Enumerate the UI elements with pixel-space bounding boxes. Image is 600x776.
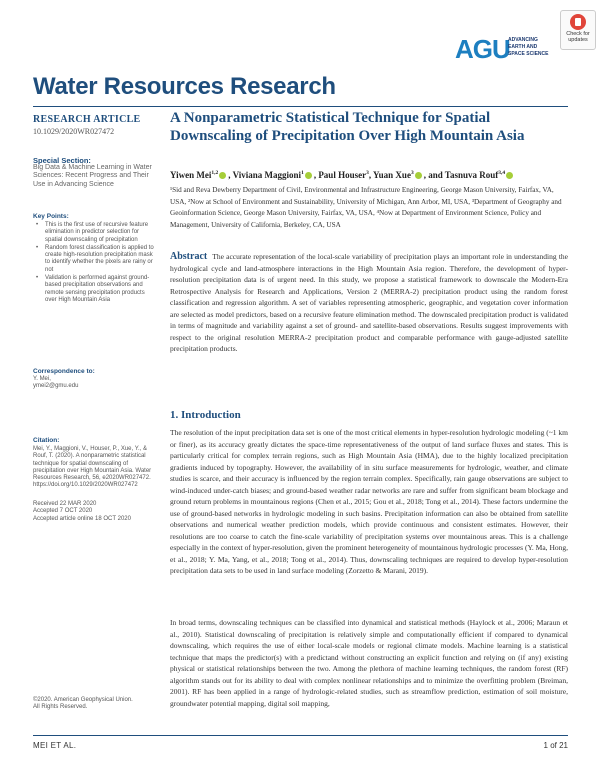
orcid-icon[interactable] (415, 172, 422, 179)
author-name: Yuan Xue (373, 170, 411, 180)
author-name: Yiwen Mei (170, 170, 212, 180)
agu-tagline (508, 37, 568, 58)
copyright (33, 697, 157, 712)
orcid-icon[interactable] (219, 172, 226, 179)
author-affil-ref: 1,2 (211, 170, 219, 176)
correspondence-name: Y. Mei, (33, 376, 51, 382)
copyright-line: All Rights Reserved. (33, 704, 88, 711)
author (233, 170, 319, 180)
author-name: Viviana Maggioni (232, 170, 302, 180)
footer-divider (33, 735, 568, 736)
citation-text: Mei, Y., Maggioni, V., Houser, P., Xue, Y., & Rouf, T. (2020). A nonparametric statistical technique for spatial downscaling of precipitation over High Mountain Asia. Water Resources Research, 56, e2020WR027472. https://doi.org/10.1029/2020WR027472 (33, 446, 152, 489)
author-name: Paul Houser (318, 170, 367, 180)
key-point: • Validation is performed against ground-based precipitation observations and remote sensing precipitation products over High Mountain Asia (33, 275, 155, 304)
footer-author: MEI ET AL. (33, 741, 77, 750)
author-name: Tasnuva Rouf (444, 170, 499, 180)
special-section-heading: Special Section: (33, 156, 91, 165)
author-separator: , (368, 170, 373, 180)
section-heading: 1. Introduction (170, 409, 241, 421)
author-affil-ref: 3 (366, 170, 369, 176)
bookmark-icon (570, 14, 586, 30)
key-points-heading: Key Points: (33, 213, 69, 220)
article-dates (33, 501, 157, 523)
page-number: 1 of 21 (543, 741, 568, 750)
special-section-text: Big Data & Machine Learning in Water Sciences: Recent Progress and Their Use in Advancing Science (33, 164, 152, 188)
key-point: • Random forest classification is applied to create high-resolution precipitation mask to identify whether the pixels are rainy or not (33, 245, 155, 274)
body-paragraph: In broad terms, downscaling techniques can be classified into dynamical and statistical methods (Haylock et al., 2006; Maraun et al., 2010). Statistical downscaling of precipitation is relatively simple and computationally efficient if compared to dynamical downscaling, which requires the use of either local-scale models or regional climate models. Machine learning is a statistical technique that maps the predictor(s) with a predictand without constructing an explicit function and relying on (if any) existing physical or statistical relationships between the two. Among the plethora of machine learning techniques, the random forest (RF) algorithm stands out for its ability to deal with complex nonlinear relationships and to minimize the overfitting problem (Breiman, 2001). RF has been applied in a range of hydrologic-related studies, such as streamflow prediction, estimation of soil moisture, groundwater potential mapping, digital soil mapping, (170, 618, 568, 708)
check-label-2: updates (568, 37, 588, 43)
tagline-line: EARTH AND (508, 44, 538, 50)
abstract-label: Abstract (170, 251, 208, 262)
author (373, 170, 445, 180)
received-date: Received 22 MAR 2020 (33, 501, 97, 507)
abstract-text: The accurate representation of the local-scale variability of precipitation plays an important role in understanding the hydrological cycle and land-atmosphere interactions in the High Mountain Asia region. Therefore, the development of hyper-resolution precipitation data is of urgent need. In this study, we propose a statistical framework to downscale the Modern-Era Retrospective Analysis for Research and Applications, Version 2 (MERRA-2) precipitation product using the random forest classification and regression algorithm. A set of variables representing atmospheric, geographic, and vegetation cover information are selected as model predictors, based on a recursive feature elimination method. The downscaled precipitation product is validated in terms of magnitude and variability against a set of ground- and satellite-based observations. Results suggest improvements with respect to the original resolution MERRA-2 precipitation product and comparable performance with gauge-adjusted satellite precipitation products. (170, 252, 568, 353)
agu-logo-text: AGU (455, 34, 510, 64)
abstract (170, 251, 568, 355)
correspondence-heading: Correspondence to: (33, 368, 95, 375)
correspondence-email[interactable]: ymei2@gmu.edu (33, 383, 79, 389)
author-list (170, 170, 570, 180)
journal-name: Water Resources Research (33, 73, 336, 100)
author (445, 170, 515, 180)
header-divider (33, 106, 568, 107)
citation-heading: Citation: (33, 437, 60, 444)
accepted-date: Accepted 7 OCT 2020 (33, 508, 93, 515)
author-separator: , (313, 170, 319, 180)
agu-logo (455, 34, 565, 64)
body-paragraph: The resolution of the input precipitation data set is one of the most critical elements in hyper-resolution hydrologic modeling (~1 km or finer), as its accuracy greatly dictates the space-time representativeness of the output of land surface fluxes and states. This is particularly critical for complex terrain regions, such as High Mountain Asia (HMA), due to the highly localized precipitation gradients induced by topography. However, the availability of in situ surface measurements for hydrologic, weather, and climate studies is scarce, and their accuracy is influenced by the region terrain complex. Specifically, rain gauge observations are subject to wind-induced under-catch biases; and ground-based weather radar networks are rare and suffer from significant beam blockage and ground return problems in mountainous regions (Chen et al., 2015; Gou et al., 2018; Tong et al., 2014). These factors undermine the use of ground-based networks in hydrologic modeling in such basins. Precipitation information can also be obtained from satellite observations and numerical weather prediction models, which provide continuous and consistent estimates. However, their resolutions are too coarse to catch the fine-scale variability of precipitation systems over mountainous areas. This is a challenge especially in the context of hyper-resolution, given the prominent heterogeneity of mountainous hydrologic processes (Y. Ma, Hong, et al., 2018; Y. Ma, Yang, et al., 2018; Tong et al., 2014). Thus, downscaling techniques are required to develop hyper-resolution precipitation data sets to be used in land surface modeling (Zorzetto & Marani, 2019). (170, 428, 568, 575)
author-affil-ref: 3,4 (498, 170, 506, 176)
author-separator: , (228, 170, 233, 180)
tagline-line: SPACE SCIENCE (508, 51, 549, 57)
affiliations: ¹Sid and Reva Dewberry Department of Civil, Environmental and Infrastructure Engineering, George Mason University, Fairfax, VA, USA, ²Now at School of Environment and Sustainability, University of Michigan, Ann Arbor, MI, USA, ³Department of Geography and Geoinformation Science, George Mason University, Fairfax, VA, USA, ⁴Now at Department of Environment Science, Policy and Management, University of California, Berkeley, CA, USA (170, 186, 562, 230)
tagline-line: ADVANCING (508, 37, 538, 43)
author (318, 170, 373, 180)
key-points-list (33, 222, 155, 305)
author-separator: , and (423, 170, 445, 180)
accepted-online-date: Accepted article online 18 OCT 2020 (33, 515, 131, 522)
copyright-line: ©2020. American Geophysical Union. (33, 697, 133, 703)
author-affil-ref: 1 (301, 170, 304, 176)
author (170, 170, 233, 180)
orcid-icon[interactable] (305, 172, 312, 179)
orcid-icon[interactable] (506, 172, 513, 179)
key-point: • This is the first use of recursive feature elimination in predictor selection for spatial downscaling of precipitation (33, 222, 155, 244)
article-type: RESEARCH ARTICLE (33, 114, 141, 125)
check-label-1: Check for (566, 31, 590, 37)
article-title: A Nonparametric Statistical Technique for Spatial Downscaling of Precipitation Over High Mountain Asia (170, 110, 525, 144)
author-affil-ref: 3 (410, 170, 414, 176)
doi[interactable]: 10.1029/2020WR027472 (33, 127, 115, 136)
